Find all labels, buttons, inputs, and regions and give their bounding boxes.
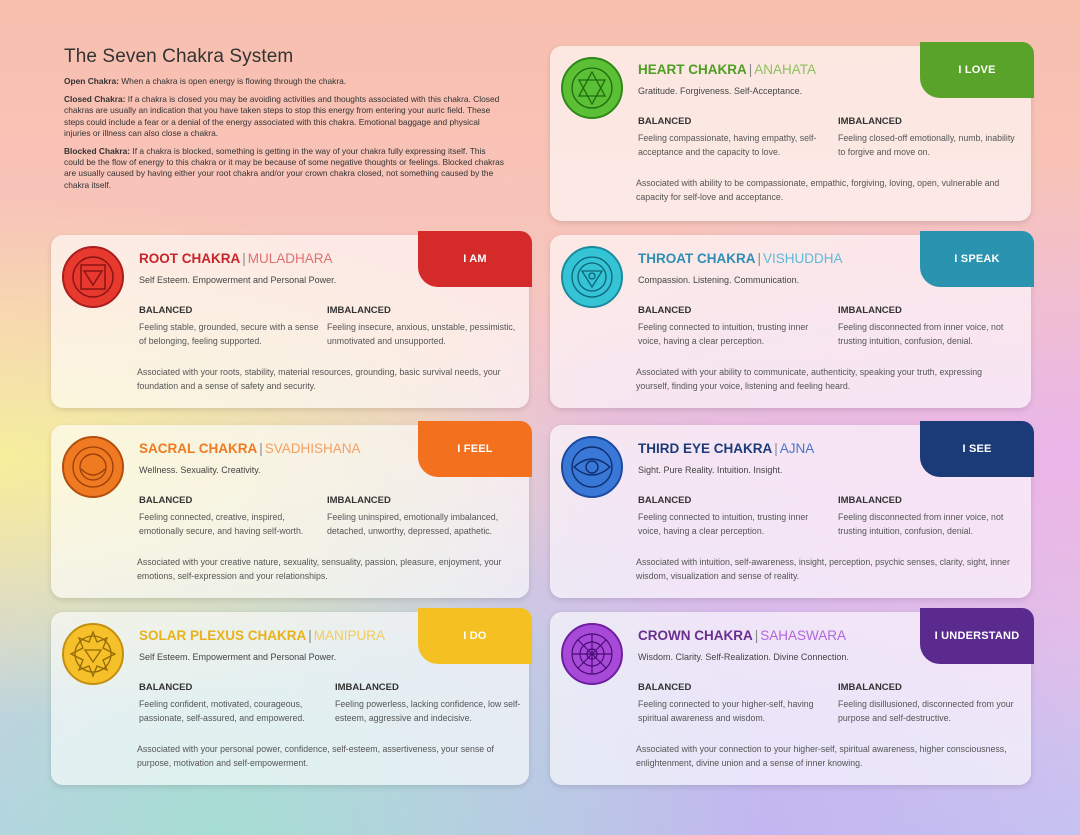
sacral-imbalanced-column [327,495,523,538]
imbalanced-heading: IMBALANCED [327,305,391,316]
third-eye-associated-text: Associated with intuition, self-awareness, insight, perception, psychic senses, clarity, sight, inner wisdom, visualization and sense of reality. [636,557,1010,581]
root-chakra-name: ROOT CHAKRA [139,251,241,266]
throat-associated-text: Associated with your ability to communicate, authenticity, speaking your truth, expressing yourself, finding your voice, listening and feeling heard. [636,367,983,391]
imbalanced-heading: IMBALANCED [838,116,902,127]
throat-imbalanced-text: Feeling disconnected from inner voice, not trusting intuition, confusion, denial. [838,322,1004,346]
crown-associated-text: Associated with your connection to your higher-self, spiritual awareness, higher consciousness, enlightenment, divine union and a sense of inner knowing. [636,744,1007,768]
sacral-balanced-column [139,495,319,538]
solar-plexus-chakra-name: SOLAR PLEXUS CHAKRA [139,628,307,643]
throat-chakra-sanskrit: VISHUDDHA [763,251,843,266]
throat-imbalanced-column [838,305,1024,348]
heart-chakra-tagline: Gratitude. Forgiveness. Self-Acceptance. [638,86,803,96]
heart-balanced-column [638,116,828,159]
imbalanced-heading: IMBALANCED [838,305,902,316]
third-eye-balanced-text: Feeling connected to intuition, trusting inner voice, having a clear perception. [638,512,809,536]
heart-chakra-title [638,62,816,77]
open-chakra-text: When a chakra is open energy is flowing through the chakra. [121,76,347,86]
sacral-chakra-icon [61,435,125,499]
closed-chakra-text: If a chakra is closed you may be avoiding activities and thoughts associated with this chakra. Closed chakras are usually an indication that you have taken steps to stop this energy from entering your auric field. These steps could include a fear or a denial of the energy associated with this chakra. Emotional baggage and physical injuries or illness can also close a chakra. [64,94,500,138]
page-title: The Seven Chakra System [64,46,294,67]
third-eye-chakra-name: THIRD EYE CHAKRA [638,441,773,456]
closed-chakra-label: Closed Chakra: [64,94,126,105]
closed-chakra-definition [64,94,504,139]
throat-chakra-title [638,251,843,266]
third-eye-chakra-tab: I SEE [920,421,1034,477]
heart-associated-text: Associated with ability to be compassionate, empathic, forgiving, loving, open, vulnerable and capacity for self-love and acceptance. [636,178,1000,202]
heart-balanced-text: Feeling compassionate, having empathy, self-acceptance and the capacity to love. [638,133,817,157]
root-balanced-text: Feeling stable, grounded, secure with a sense of belonging, feeling supported. [139,322,319,346]
imbalanced-heading: IMBALANCED [838,682,902,693]
crown-chakra-title [638,628,846,643]
open-chakra-label: Open Chakra: [64,76,119,86]
heart-chakra-sanskrit: ANAHATA [754,62,817,77]
root-chakra-tagline: Self Esteem. Empowerment and Personal Power. [139,275,337,285]
root-chakra-title [139,251,333,266]
third-eye-imbalanced-column [838,495,1024,538]
throat-chakra-tagline: Compassion. Listening. Communication. [638,275,800,285]
third-eye-chakra-title [638,441,814,456]
root-balanced-column [139,305,319,348]
solar-plexus-associated-text: Associated with your personal power, confidence, self-esteem, assertiveness, your sense of purpose, motivation and self-empowerment. [137,744,494,768]
heart-chakra-icon [560,56,624,120]
throat-chakra-tab: I SPEAK [920,231,1034,287]
root-chakra-icon [61,245,125,309]
intro-section [64,46,504,198]
title-separator: | [754,628,759,643]
solar-plexus-chakra-tab: I DO [418,608,532,664]
sacral-chakra-tab: I FEEL [418,421,532,477]
sacral-chakra-sanskrit: SVADHISHANA [264,441,361,456]
root-chakra-sanskrit: MULADHARA [247,251,333,266]
balanced-heading: BALANCED [638,495,692,506]
throat-balanced-text: Feeling connected to intuition, trusting inner voice, having a clear perception. [638,322,809,346]
balanced-heading: BALANCED [139,305,193,316]
open-chakra-definition [64,76,504,87]
throat-chakra-name: THROAT CHAKRA [638,251,756,266]
crown-imbalanced-text: Feeling disillusioned, disconnected from your purpose and self-destructive. [838,699,1014,723]
title-separator: | [757,251,762,266]
root-associated-text: Associated with your roots, stability, material resources, grounding, basic survival needs, your foundation and a sense of safety and security. [137,367,501,391]
heart-chakra-name: HEART CHAKRA [638,62,747,77]
sacral-chakra-title [139,441,361,456]
heart-imbalanced-column [838,116,1024,159]
blocked-chakra-definition [64,146,504,191]
title-separator: | [242,251,246,266]
solar-plexus-chakra-icon [61,622,125,686]
sacral-balanced-text: Feeling connected, creative, inspired, emotionally secure, and having self-worth. [139,512,304,536]
heart-chakra-card [550,46,1031,221]
root-chakra-card [51,235,529,408]
imbalanced-heading: IMBALANCED [838,495,902,506]
blocked-chakra-label: Blocked Chakra: [64,146,131,157]
throat-balanced-column [638,305,828,348]
third-eye-chakra-tagline: Sight. Pure Reality. Intuition. Insight. [638,465,783,475]
imbalanced-heading: IMBALANCED [335,682,399,693]
third-eye-chakra-sanskrit: AJNA [779,441,815,456]
title-separator: | [308,628,312,643]
root-imbalanced-column [327,305,523,348]
solar-plexus-chakra-card [51,612,529,785]
sacral-imbalanced-text: Feeling uninspired, emotionally imbalanced, detached, unworthy, depressed, apathetic. [327,512,499,536]
title-separator: | [774,441,778,456]
solar-plexus-imbalanced-text: Feeling powerless, lacking confidence, low self-esteem, aggressive and indecisive. [335,699,521,723]
solar-plexus-balanced-column [139,682,327,725]
heart-imbalanced-text: Feeling closed-off emotionally, numb, inability to forgive and move on. [838,133,1015,157]
solar-plexus-chakra-sanskrit: MANIPURA [313,628,386,643]
third-eye-chakra-card [550,425,1031,598]
throat-chakra-icon [560,245,624,309]
balanced-heading: BALANCED [139,682,193,693]
balanced-heading: BALANCED [638,305,692,316]
title-separator: | [748,62,753,77]
heart-chakra-tab: I LOVE [920,42,1034,98]
balanced-heading: BALANCED [638,682,692,693]
solar-plexus-imbalanced-column [335,682,523,725]
sacral-chakra-tagline: Wellness. Sexuality. Creativity. [139,465,261,475]
crown-chakra-icon [560,622,624,686]
solar-plexus-balanced-text: Feeling confident, motivated, courageous, passionate, self-assured, and empowered. [139,699,305,723]
balanced-heading: BALANCED [638,116,692,127]
crown-chakra-tab: I UNDERSTAND [920,608,1034,664]
third-eye-balanced-column [638,495,828,538]
third-eye-imbalanced-text: Feeling disconnected from inner voice, not trusting intuition, confusion, denial. [838,512,1004,536]
blocked-chakra-text: If a chakra is blocked, something is getting in the way of your chakra fully expressing itself. This could be the flow of energy to this chakra or it may be because of some negative thoughts or feelings. Blocked chakras are usually caused by having either your root chakra and/or your crown chakra closed, not something caused by the chakra itself. [64,146,504,190]
solar-plexus-chakra-title [139,628,385,643]
third-eye-chakra-icon [560,435,624,499]
solar-plexus-chakra-tagline: Self Esteem. Empowerment and Personal Power. [139,652,337,662]
crown-chakra-name: CROWN CHAKRA [638,628,753,643]
sacral-chakra-card [51,425,529,598]
root-chakra-tab: I AM [418,231,532,287]
crown-balanced-column [638,682,828,725]
crown-balanced-text: Feeling connected to your higher-self, having spiritual awareness and wisdom. [638,699,814,723]
crown-chakra-tagline: Wisdom. Clarity. Self-Realization. Divine Connection. [638,652,849,662]
balanced-heading: BALANCED [139,495,193,506]
sacral-associated-text: Associated with your creative nature, sexuality, sensuality, passion, pleasure, enjoyment, your emotions, self-expression and your relationships. [137,557,502,581]
title-separator: | [259,441,263,456]
crown-chakra-sanskrit: SAHASWARA [760,628,847,643]
crown-imbalanced-column [838,682,1024,725]
throat-chakra-card [550,235,1031,408]
crown-chakra-card [550,612,1031,785]
imbalanced-heading: IMBALANCED [327,495,391,506]
root-imbalanced-text: Feeling insecure, anxious, unstable, pessimistic, unmotivated and unsupported. [327,322,516,346]
sacral-chakra-name: SACRAL CHAKRA [139,441,258,456]
